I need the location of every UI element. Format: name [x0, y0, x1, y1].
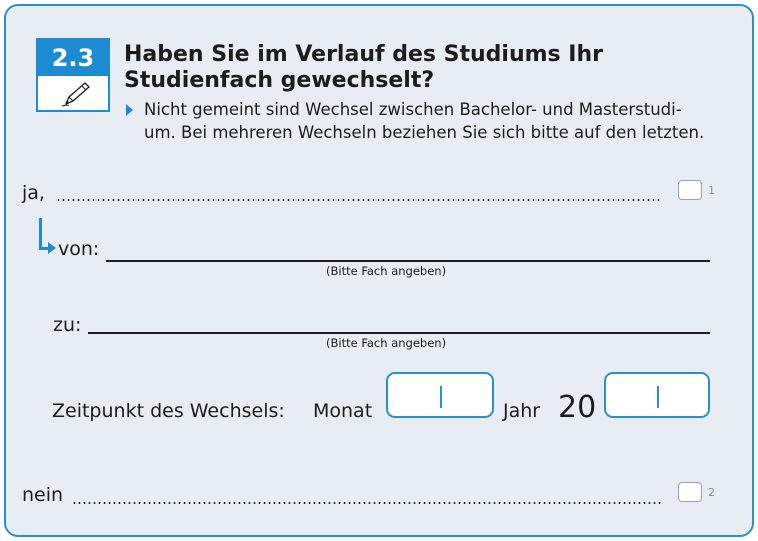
option-no-checkbox[interactable] [678, 482, 702, 502]
year-input-divider [657, 386, 659, 408]
note-line-2: um. Bei mehreren Wechseln beziehen Sie sich bitte auf den letzten. [144, 123, 705, 142]
timing-label: Zeitpunkt des Wechsels: [52, 400, 285, 422]
followup-arrow-icon [39, 218, 42, 250]
to-field-hint: (Bitte Fach angeben) [326, 336, 447, 350]
month-input[interactable] [386, 372, 494, 418]
note-line-1: Nicht gemeint sind Wechsel zwischen Bachelor- und Masterstudi- [144, 100, 682, 119]
option-no-leader [72, 502, 662, 504]
pencil-icon [60, 80, 92, 108]
year-prefix: 20 [558, 390, 597, 425]
year-label: Jahr [503, 400, 541, 422]
from-field-input[interactable] [106, 260, 710, 262]
option-yes-leader [56, 199, 662, 201]
month-input-divider [440, 386, 442, 408]
from-field-label: von: [58, 238, 100, 260]
to-field-input[interactable] [88, 332, 710, 334]
question-number: 2.3 [38, 40, 108, 76]
month-label: Monat [313, 400, 373, 422]
option-yes-label: ja, [22, 182, 45, 204]
option-yes-code: 1 [708, 184, 715, 197]
option-yes-checkbox[interactable] [678, 180, 702, 200]
question-note [144, 98, 749, 144]
note-arrow-icon [126, 104, 133, 116]
question-title: Haben Sie im Verlauf des Studiums Ihr Studienfach gewechselt? [124, 42, 603, 93]
question-card [4, 4, 754, 537]
option-no-label: nein [22, 484, 64, 506]
from-field-hint: (Bitte Fach angeben) [326, 264, 447, 278]
year-input[interactable] [604, 372, 710, 418]
option-no-code: 2 [708, 486, 715, 499]
to-field-label: zu: [53, 314, 82, 336]
followup-arrow-head [48, 242, 56, 254]
question-badge [36, 38, 110, 112]
